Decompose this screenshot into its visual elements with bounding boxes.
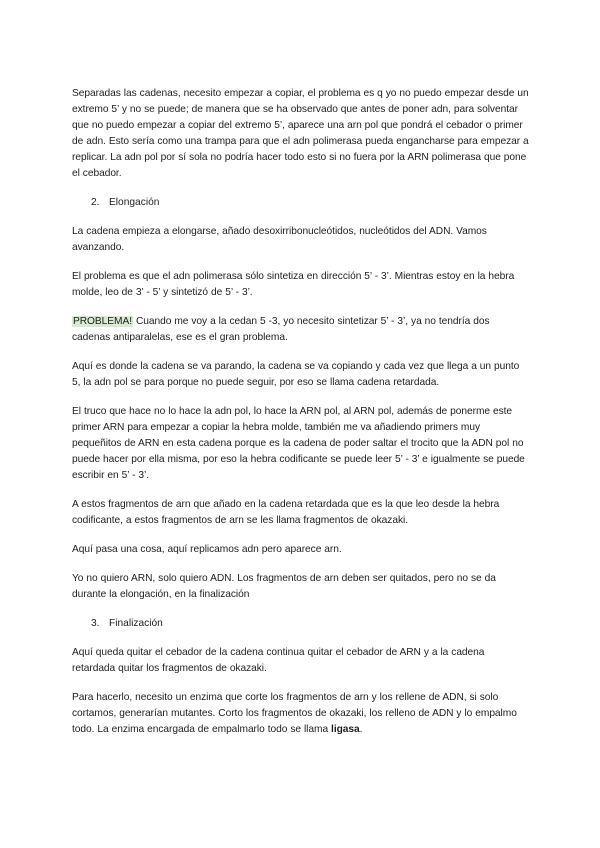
term-ligasa: ligasa — [331, 724, 360, 735]
paragraph-arn-pol-trick: El truco que hace no lo hace la adn pol, lo hace la ARN pol, al ARN pol, además de ponerme este primer ARN para empezar a copiar la hebra molde, también me va añadiendo primers muy pequeñitos de ARN en esta cadena porque es la cadena de poder saltar el trocito que la ADN pol no puede hacer por ella misma, por eso la hebra codificante se puede leer 5’ - 3’ e igualmente se puede escribir en 5’ - 3’. — [72, 406, 525, 481]
paragraph-okazaki-fragments: A estos fragmentos de arn que añado en la cadena retardada que es la que leo desde la hebra codificante, a estos fragmentos de arn se les llama fragmentos de okazaki. — [72, 499, 500, 526]
section-title: Finalización — [109, 618, 163, 629]
highlighted-problema: PROBLEMA! — [73, 316, 132, 327]
paragraph-problema — [72, 314, 530, 346]
section-number: 2. — [91, 197, 100, 208]
paragraph-ligase — [72, 690, 530, 738]
section-heading-elongation — [72, 195, 530, 211]
paragraph-arn-appears: Aquí pasa una cosa, aquí replicamos adn pero aparece arn. — [72, 544, 342, 555]
document-page — [72, 86, 530, 751]
paragraph-ligase-text: Para hacerlo, necesito un enzima que corte los fragmentos de arn y los rellene de ADN, si solo cortamos, generarían mutantes. Corto los fragmentos de okazaki, los relleno de ADN y lo empalmo todo. La enzima encargada de empalmarlo todo se llama — [72, 692, 517, 735]
paragraph-ligase-end: . — [359, 724, 363, 735]
section-title: Elongación — [109, 197, 160, 208]
paragraph-termination-intro: Aquí queda quitar el cebador de la cadena continua quitar el cebador de ARN y a la cadena retardada quitar los fragmentos de okazaki. — [72, 647, 485, 674]
paragraph-lagging-strand: Aquí es donde la cadena se va parando, la cadena se va copiando y cada vez que llega a un punto 5, la adn pol se para porque no puede seguir, por eso se llama cadena retardada. — [72, 361, 520, 388]
paragraph-primer: Separadas las cadenas, necesito empezar a copiar, el problema es q yo no puedo empezar desde un extremo 5’ y no se puede; de manera que se ha observado que antes de poner adn, para solventar que no puedo empezar a copiar del extremo 5’, aparece una arn pol que pondrá el cebador o primer de adn. Esto sería como una trampa para que el adn polimerasa pueda engancharse para empezar a replicar. La adn pol por sí sola no podría hacer todo esto si no fuera por la ARN polimerasa que pone el cebador. — [72, 88, 529, 179]
paragraph-problema-text: Cuando me voy a la cedan 5 -3, yo necesito sintetizar 5’ - 3’, ya no tendría dos cadenas antiparalelas, ese es el gran problema. — [72, 316, 490, 343]
paragraph-elongation-intro: La cadena empieza a elongarse, añado desoxirribonucleótidos, nucleótidos del ADN. Vamos avanzando. — [72, 226, 487, 253]
paragraph-direction-problem: El problema es que el adn polimerasa sólo sintetiza en dirección 5’ - 3’. Mientras estoy en la hebra molde, leo de 3’ - 5’ y sintetizó de 5’ - 3’. — [72, 271, 515, 298]
paragraph-remove-arn: Yo no quiero ARN, solo quiero ADN. Los fragmentos de arn deben ser quitados, pero no se da durante la elongación, en la finalización — [72, 573, 496, 600]
section-heading-termination — [72, 616, 530, 632]
section-number: 3. — [91, 618, 100, 629]
